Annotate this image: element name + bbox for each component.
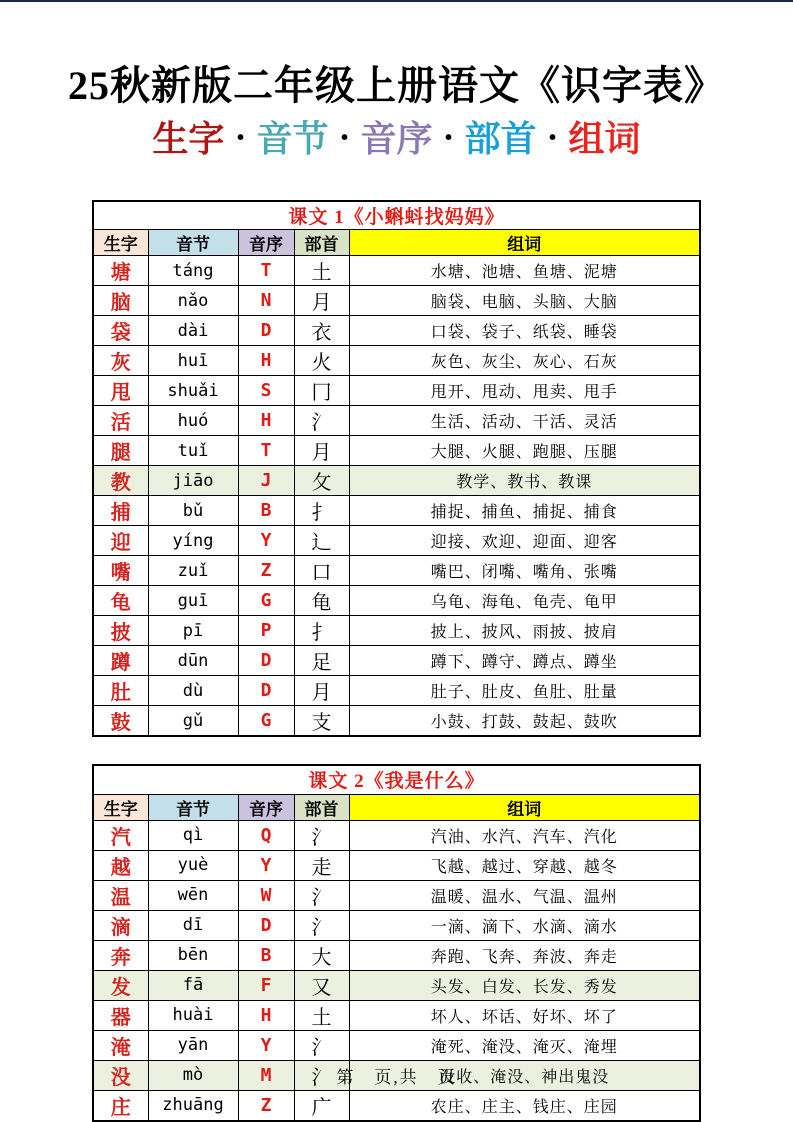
- vocab-row: [93, 316, 700, 346]
- column-header: 音节: [148, 230, 238, 256]
- page-title: 25秋新版二年级上册语文《识字表》: [68, 63, 725, 108]
- pinyin-cell: guī: [148, 586, 238, 616]
- subtitle-separator-dot: ·: [546, 117, 559, 157]
- vocab-row: [93, 406, 700, 436]
- radical-cell: 口: [294, 556, 349, 586]
- words-cell: 脑袋、电脑、头脑、大脑: [349, 286, 700, 316]
- vocab-row: [93, 1030, 700, 1060]
- words-cell: 乌龟、海龟、龟壳、龟甲: [349, 586, 700, 616]
- pinyin-cell: huī: [148, 346, 238, 376]
- radical-cell: 火: [294, 346, 349, 376]
- vocab-row: [93, 910, 700, 940]
- char-cell: 器: [93, 1000, 148, 1030]
- pinyin-cell: yān: [148, 1030, 238, 1060]
- radical-cell: 辶: [294, 526, 349, 556]
- initial-cell: Q: [238, 820, 294, 850]
- words-cell: 甩开、甩动、甩卖、甩手: [349, 376, 700, 406]
- pinyin-cell: gǔ: [148, 706, 238, 737]
- words-cell: 捕捉、捕鱼、捕捉、捕食: [349, 496, 700, 526]
- subtitle-word: 部首: [464, 119, 537, 159]
- words-cell: 奔跑、飞奔、奔波、奔走: [349, 940, 700, 970]
- char-cell: 脑: [93, 286, 148, 316]
- vocab-row: [93, 676, 700, 706]
- words-cell: 飞越、越过、穿越、越冬: [349, 850, 700, 880]
- char-cell: 甩: [93, 376, 148, 406]
- char-cell: 发: [93, 970, 148, 1000]
- pinyin-cell: zuǐ: [148, 556, 238, 586]
- lesson-table: [92, 200, 701, 738]
- radical-cell: 攵: [294, 466, 349, 496]
- vocab-row: [93, 436, 700, 466]
- char-cell: 灰: [93, 346, 148, 376]
- char-cell: 淹: [93, 1030, 148, 1060]
- words-cell: 农庄、庄主、钱庄、庄园: [349, 1090, 700, 1121]
- initial-cell: D: [238, 646, 294, 676]
- initial-cell: W: [238, 880, 294, 910]
- initial-cell: Y: [238, 526, 294, 556]
- char-cell: 蹲: [93, 646, 148, 676]
- vocab-row: [93, 820, 700, 850]
- initial-cell: H: [238, 346, 294, 376]
- char-cell: 塘: [93, 256, 148, 286]
- char-cell: 龟: [93, 586, 148, 616]
- pinyin-cell: bǔ: [148, 496, 238, 526]
- radical-cell: 走: [294, 850, 349, 880]
- page-footer: 第 页,共 页: [336, 1068, 457, 1087]
- initial-cell: B: [238, 496, 294, 526]
- subtitle-word: 音序: [360, 119, 433, 159]
- pinyin-cell: jiāo: [148, 466, 238, 496]
- column-header: 组词: [349, 230, 700, 256]
- char-cell: 迎: [93, 526, 148, 556]
- pinyin-cell: huài: [148, 1000, 238, 1030]
- pinyin-cell: tuǐ: [148, 436, 238, 466]
- words-cell: 淹死、淹没、淹灭、淹埋: [349, 1030, 700, 1060]
- char-cell: 教: [93, 466, 148, 496]
- vocab-row: [93, 466, 700, 496]
- subtitle-word: 生字: [152, 119, 225, 159]
- initial-cell: N: [238, 286, 294, 316]
- initial-cell: S: [238, 376, 294, 406]
- radical-cell: 氵: [294, 1030, 349, 1060]
- words-cell: 教学、教书、教课: [349, 466, 700, 496]
- pinyin-cell: yuè: [148, 850, 238, 880]
- radical-cell: 大: [294, 940, 349, 970]
- words-cell: 坏人、坏话、好坏、坏了: [349, 1000, 700, 1030]
- radical-cell: 广: [294, 1090, 349, 1121]
- words-cell: 迎接、欢迎、迎面、迎客: [349, 526, 700, 556]
- initial-cell: Z: [238, 556, 294, 586]
- char-cell: 嘴: [93, 556, 148, 586]
- pinyin-cell: qì: [148, 820, 238, 850]
- vocab-row: [93, 1090, 700, 1121]
- column-header: 组词: [349, 794, 700, 820]
- initial-cell: H: [238, 406, 294, 436]
- char-cell: 鼓: [93, 706, 148, 737]
- subtitle-word: 音节: [256, 119, 329, 159]
- radical-cell: 月: [294, 286, 349, 316]
- char-cell: 滴: [93, 910, 148, 940]
- words-cell: 披上、披风、雨披、披肩: [349, 616, 700, 646]
- initial-cell: T: [238, 436, 294, 466]
- radical-cell: 龟: [294, 586, 349, 616]
- pinyin-cell: bēn: [148, 940, 238, 970]
- vocab-row: [93, 940, 700, 970]
- pinyin-cell: fā: [148, 970, 238, 1000]
- words-cell: 口袋、袋子、纸袋、睡袋: [349, 316, 700, 346]
- subtitle-separator-dot: ·: [234, 117, 247, 157]
- radical-cell: 支: [294, 706, 349, 737]
- vocab-row: [93, 880, 700, 910]
- initial-cell: P: [238, 616, 294, 646]
- words-cell: 大腿、火腿、跑腿、压腿: [349, 436, 700, 466]
- initial-cell: D: [238, 910, 294, 940]
- initial-cell: H: [238, 1000, 294, 1030]
- words-cell: 嘴巴、闭嘴、嘴角、张嘴: [349, 556, 700, 586]
- words-cell: 没收、淹没、神出鬼没: [349, 1060, 700, 1090]
- pinyin-cell: mò: [148, 1060, 238, 1090]
- char-cell: 庄: [93, 1090, 148, 1121]
- char-cell: 温: [93, 880, 148, 910]
- radical-cell: 衣: [294, 316, 349, 346]
- words-cell: 蹲下、蹲守、蹲点、蹲坐: [349, 646, 700, 676]
- vocab-row: [93, 616, 700, 646]
- initial-cell: D: [238, 316, 294, 346]
- column-header: 音序: [238, 230, 294, 256]
- radical-cell: 氵: [294, 820, 349, 850]
- vocab-row: [93, 706, 700, 737]
- radical-cell: 月: [294, 676, 349, 706]
- radical-cell: 扌: [294, 616, 349, 646]
- pinyin-cell: pī: [148, 616, 238, 646]
- tables: [0, 200, 793, 1122]
- radical-cell: 氵: [294, 1060, 349, 1090]
- column-header: 部首: [294, 230, 349, 256]
- pinyin-cell: shuǎi: [148, 376, 238, 406]
- pinyin-cell: zhuāng: [148, 1090, 238, 1121]
- words-cell: 汽油、水汽、汽车、汽化: [349, 820, 700, 850]
- page-subtitle: [0, 117, 793, 160]
- initial-cell: G: [238, 706, 294, 737]
- pinyin-cell: dī: [148, 910, 238, 940]
- radical-cell: 又: [294, 970, 349, 1000]
- char-cell: 活: [93, 406, 148, 436]
- initial-cell: D: [238, 676, 294, 706]
- column-header: 音序: [238, 794, 294, 820]
- subtitle-separator-dot: ·: [442, 117, 455, 157]
- radical-cell: 足: [294, 646, 349, 676]
- initial-cell: Y: [238, 1030, 294, 1060]
- words-cell: 肚子、肚皮、鱼肚、肚量: [349, 676, 700, 706]
- char-cell: 越: [93, 850, 148, 880]
- initial-cell: J: [238, 466, 294, 496]
- char-cell: 披: [93, 616, 148, 646]
- vocab-row: [93, 256, 700, 286]
- vocab-row: [93, 346, 700, 376]
- char-cell: 袋: [93, 316, 148, 346]
- column-header-row: [93, 794, 700, 820]
- lesson-table-title: 课文 2《我是什么》: [93, 765, 700, 794]
- char-cell: 腿: [93, 436, 148, 466]
- words-cell: 灰色、灰尘、灰心、石灰: [349, 346, 700, 376]
- pinyin-cell: wēn: [148, 880, 238, 910]
- initial-cell: M: [238, 1060, 294, 1090]
- initial-cell: Y: [238, 850, 294, 880]
- vocab-row: [93, 1000, 700, 1030]
- vocab-row: [93, 556, 700, 586]
- vocab-row: [93, 850, 700, 880]
- vocab-row: [93, 526, 700, 556]
- vocab-row: [93, 970, 700, 1000]
- column-header: 生字: [93, 230, 148, 256]
- vocab-row: [93, 586, 700, 616]
- radical-cell: 冂: [294, 376, 349, 406]
- words-cell: 一滴、滴下、水滴、滴水: [349, 910, 700, 940]
- pinyin-cell: táng: [148, 256, 238, 286]
- column-header-row: [93, 230, 700, 256]
- vocab-row: [93, 496, 700, 526]
- initial-cell: F: [238, 970, 294, 1000]
- char-cell: 肚: [93, 676, 148, 706]
- radical-cell: 土: [294, 256, 349, 286]
- page-top-edge: [0, 0, 793, 2]
- initial-cell: Z: [238, 1090, 294, 1121]
- words-cell: 头发、白发、长发、秀发: [349, 970, 700, 1000]
- subtitle-separator-dot: ·: [338, 117, 351, 157]
- char-cell: 捕: [93, 496, 148, 526]
- char-cell: 奔: [93, 940, 148, 970]
- radical-cell: 氵: [294, 880, 349, 910]
- initial-cell: B: [238, 940, 294, 970]
- radical-cell: 氵: [294, 406, 349, 436]
- pinyin-cell: dài: [148, 316, 238, 346]
- words-cell: 小鼓、打鼓、鼓起、鼓吹: [349, 706, 700, 737]
- pinyin-cell: huó: [148, 406, 238, 436]
- pinyin-cell: nǎo: [148, 286, 238, 316]
- radical-cell: 氵: [294, 910, 349, 940]
- radical-cell: 扌: [294, 496, 349, 526]
- words-cell: 生活、活动、干活、灵活: [349, 406, 700, 436]
- radical-cell: 月: [294, 436, 349, 466]
- words-cell: 水塘、池塘、鱼塘、泥塘: [349, 256, 700, 286]
- char-cell: 没: [93, 1060, 148, 1090]
- vocab-row: [93, 376, 700, 406]
- vocab-row: [93, 646, 700, 676]
- initial-cell: G: [238, 586, 294, 616]
- words-cell: 温暖、温水、气温、温州: [349, 880, 700, 910]
- char-cell: 汽: [93, 820, 148, 850]
- column-header: 生字: [93, 794, 148, 820]
- pinyin-cell: dūn: [148, 646, 238, 676]
- lesson-table-title: 课文 1《小蝌蚪找妈妈》: [93, 201, 700, 230]
- pinyin-cell: dù: [148, 676, 238, 706]
- column-header: 音节: [148, 794, 238, 820]
- pinyin-cell: yíng: [148, 526, 238, 556]
- subtitle-word: 组词: [568, 119, 641, 159]
- column-header: 部首: [294, 794, 349, 820]
- radical-cell: 土: [294, 1000, 349, 1030]
- initial-cell: T: [238, 256, 294, 286]
- vocab-row: [93, 286, 700, 316]
